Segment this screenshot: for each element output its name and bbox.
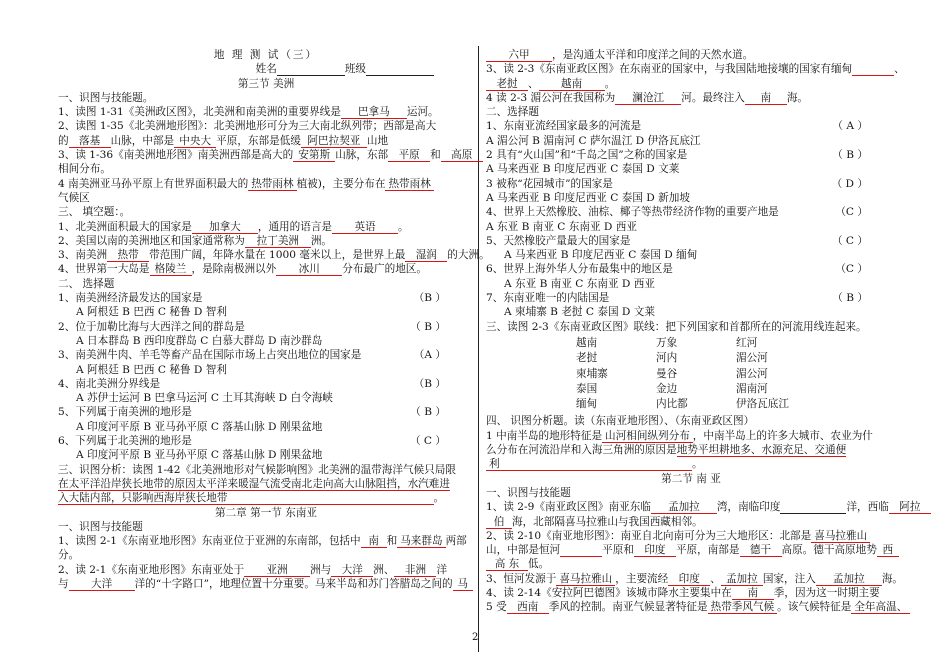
choice-options: A 湄公河 B 湄南河 C 萨尔温江 D 伊洛瓦底江 (486, 134, 701, 147)
match-country[interactable]: 缅甸 (576, 398, 598, 411)
answer-blank[interactable]: 利 (486, 458, 692, 471)
part-heading: 二、选择题 (486, 106, 539, 119)
match-country[interactable]: 泰国 (576, 382, 598, 395)
right-column (486, 48, 921, 615)
name-blank[interactable] (277, 63, 345, 76)
answer-blank[interactable]: 南 (732, 587, 774, 600)
match-river[interactable]: 湄公河 (736, 367, 768, 380)
answer-blank[interactable]: 冰川 (276, 263, 342, 276)
analysis-answer: 入大陆内部，只影响西海岸狭长地带 。 (58, 492, 445, 505)
answer-blank[interactable]: 大洋 (331, 564, 373, 577)
analysis-question-cont: 利 。 (486, 457, 896, 471)
choice-question: 6、世界上海外华人分布最集中的地区是 （C ） (486, 262, 896, 276)
table-row (576, 397, 816, 412)
section-title: 第二节 南 亚 (661, 472, 721, 485)
choice-options: A 马来西亚 B 印度尼西亚 C 泰国 D 文莱 (486, 163, 680, 176)
answer-blank[interactable] (560, 544, 602, 557)
choice-options: A 东亚 B 南亚 C 东南亚 D 西亚 (504, 277, 655, 290)
analysis-answer: 在太平洋沿岸狭长地带的原因太平洋来暖湿气流受南北走向高大山脉阻挡，水汽难进 (58, 477, 450, 490)
south-asia-question-3: 3、恒河发源于 喜马拉雅山 ，主要流经 印度 、 孟加拉 国家，注入 孟加拉 海。 (486, 572, 903, 585)
choice-question: 2、位于加勒比海与大西洋之间的群岛是 （ B ） (58, 320, 474, 334)
south-asia-question-5: 5 受 西南 季风的控制。南亚气候显著特征是 热带季风气候 。该气候特征是 全年高温、 (486, 600, 896, 614)
answer-blank[interactable]: 喜马拉雅山 (556, 573, 615, 586)
choice-options: A 苏伊士运河 B 巴拿马运河 C 土耳其海峡 D 白令海峡 (76, 392, 333, 405)
choice-options: A 马来西亚 B 印度尼西亚 C 泰国 D 新加坡 (486, 191, 690, 204)
choice-answer: （ B ） (410, 320, 446, 333)
answer-blank[interactable]: 全年高温、 (851, 601, 910, 614)
choice-answer: （A ） (413, 349, 446, 362)
match-country[interactable]: 柬埔寨 (576, 367, 608, 380)
answer-blank[interactable]: 高 东 (486, 558, 528, 571)
answer-blank[interactable]: 非洲 (394, 564, 436, 577)
choice-question: 7、东南亚唯一的内陆国是 （ B ） (486, 291, 896, 305)
answer-blank[interactable]: 西 (877, 544, 899, 557)
south-asia-question-1-cont: 伯 海，北部隔喜马拉雅山与我国西藏相邻。 (486, 515, 896, 529)
choice-question: 2 具有“火山国”和“千岛之国”之称的国家是 （ B ） (486, 148, 896, 162)
fill-2: 2、美国以南的美洲地区和国家通常称为 拉丁美洲 洲。 (58, 234, 333, 247)
answer-blank[interactable]: 印度 (668, 573, 710, 586)
sea-question-2-end: 六甲 ，是沟通太平洋和印度洋之间的天然水道。 (486, 48, 896, 62)
choice-question: 5、下列属于南美洲的地形是 （ B ） (58, 405, 474, 419)
choice-options: A 阿根廷 B 巴西 C 秘鲁 D 智利 (76, 363, 227, 376)
answer-blank[interactable]: 阿巴拉契亚 (301, 135, 367, 148)
answer-blank[interactable]: 孟加拉 (721, 573, 763, 586)
choice-answer: （ A ） (832, 120, 868, 133)
name-label: 姓名 (255, 63, 277, 76)
part-heading: 三、读图 2-3《东南亚政区图》联线：把下列国家和首都所在的河流用线连起来。 (486, 320, 867, 333)
fill-4: 4、世界第一大岛是 格陵兰 ，是除南极洲以外 冰川 分布最广的地区。 (58, 263, 427, 276)
match-capital[interactable]: 金边 (656, 382, 678, 395)
choice-answer: （ B ） (410, 406, 446, 419)
south-asia-question-2-cont: 高 东 低。 (486, 557, 896, 571)
answer-blank[interactable]: 热带雨林 (248, 178, 296, 191)
answer-blank[interactable]: 拉丁美洲 (245, 235, 311, 248)
sea-question-2: 2、读 2-1《东南亚地形图》东南亚处于 亚洲 洲与 大洋 洲、 非洲 洋 (58, 563, 448, 576)
answer-blank[interactable]: 加拿大 (192, 221, 258, 234)
question-3-cont: 相间分布。 (58, 163, 111, 176)
answer-blank[interactable]: 南 (745, 92, 787, 105)
answer-blank[interactable]: 平原 (388, 149, 430, 162)
choice-options: A 印度河平原 B 亚马孙平原 C 落基山脉 D 刚果盆地 (76, 420, 323, 433)
answer-blank[interactable]: 西南 (507, 601, 549, 614)
fill-3: 3、南美洲 热带 带范围广阔，年降水量在 1000 毫米以上，是世界上最 湿润 的大洲。 (58, 249, 490, 262)
choice-options: A 柬埔寨 B 老挝 C 泰国 D 文莱 (504, 306, 655, 319)
choice-question: 3 被称“花园城市”的国家是 （ D ） (486, 177, 896, 191)
match-river[interactable]: 湄公河 (736, 352, 768, 365)
answer-blank[interactable] (780, 501, 846, 514)
answer-blank[interactable]: 老挝 (486, 78, 528, 91)
choice-question: 4、世界上天然橡胶、油棕、椰子等热带经济作物的重要产地是 （C ） (486, 205, 896, 219)
choice-answer: （ B ） (832, 149, 868, 162)
answer-blank[interactable]: 马来群岛 (397, 535, 445, 548)
question-4-cont: 气候区 (58, 191, 90, 204)
answer-blank[interactable]: 越南 (539, 78, 605, 91)
sea-question-3: 3、读 2-3《东南亚政区图》在东南亚的国家中，与我国陆地接壤的国家有缅甸 、 (486, 63, 905, 76)
left-column (58, 48, 490, 591)
name-class-row (58, 62, 474, 76)
part-heading: 二、 选择题 (58, 277, 115, 290)
answer-blank[interactable]: 澜沧江 (615, 92, 681, 105)
match-river[interactable]: 伊洛瓦底江 (736, 398, 789, 411)
match-country[interactable]: 越南 (576, 336, 598, 349)
answer-blank[interactable]: 中央大 (174, 135, 216, 148)
page-title: 地 理 测 试（三） (213, 49, 319, 61)
answer-blank[interactable]: 山河相间纵列分布 (602, 430, 693, 443)
answer-blank[interactable]: 印度 (634, 544, 676, 557)
choice-answer: （ C ） (831, 234, 868, 247)
choice-question: 6、下列属于北美洲的地形是 （ C ） (58, 434, 474, 448)
section-title: 第三节 美洲 (237, 77, 295, 90)
analysis-question: 三、识图分析：读图 1-42《北美洲地形对气候影响图》北美洲的温带海洋气候只局限 (58, 463, 456, 476)
table-row (576, 367, 816, 382)
answer-blank[interactable]: 巴拿马 (341, 106, 407, 119)
part-heading: 一、识图与技能题 (58, 520, 143, 533)
answer-blank[interactable]: 高原 (441, 149, 483, 162)
south-asia-question-2-cont: 山，中部是恒河 平原和 印度 平原，南部是 德干 高原。德干高原地势 西 (486, 543, 896, 557)
answer-blank[interactable]: 南 (361, 535, 387, 548)
answer-blank[interactable]: 热带 (107, 249, 149, 262)
choice-options: A 印度河平原 B 亚马孙平原 C 落基山脉 D 刚果盆地 (76, 449, 323, 462)
match-river[interactable]: 湄南河 (736, 382, 768, 395)
answer-blank[interactable]: 六甲 (486, 49, 552, 62)
table-row (576, 336, 816, 351)
answer-blank[interactable]: 马 (453, 578, 473, 591)
question-3: 3、读 1-36《南美洲地形图》南美洲西部是高大的 安第斯 山脉，东部 平原 和 高原 (58, 148, 474, 162)
answer-blank[interactable] (852, 63, 894, 76)
sea-question-4: 4 读 2-3 湄公河在我国称为 澜沧江 河。最终注入 南 海。 (486, 91, 808, 104)
match-river[interactable]: 红河 (736, 336, 758, 349)
match-country[interactable]: 老挝 (576, 352, 598, 365)
sea-question-2-cont: 与 大洋 洋的“十字路口”，地理位置十分重要。马来半岛和苏门答腊岛之间的 马 (58, 577, 474, 591)
answer-blank[interactable]: 德干 (740, 544, 782, 557)
match-capital[interactable]: 河内 (656, 352, 678, 365)
sea-question-3-cont: 老挝 、 越南 。 (486, 77, 896, 91)
class-blank[interactable] (366, 63, 434, 76)
answer-blank[interactable]: 湿润 (405, 249, 447, 262)
answer-blank[interactable]: 喜马拉雅山 (811, 530, 870, 543)
part-heading: 四、 识图分析题。读（东南亚地形图）、（东南亚政区图） (486, 415, 755, 428)
analysis-question-cont: 么分布在河流沿岸和入海三角洲的原因是地势平坦耕地多、水源充足、交通便 (486, 444, 847, 457)
choice-answer: （C ） (835, 206, 868, 219)
question-2-cont: 的 落基 山脉，中部是 中央大 平原，东部是低缓 阿巴拉契亚 山地 (58, 134, 389, 147)
choice-options: A 东亚 B 南亚 C 东南亚 D 西亚 (486, 220, 637, 233)
answer-blank[interactable]: 热带季风气候 (708, 601, 778, 614)
choice-answer: （B ） (413, 292, 446, 305)
question-1: 1、读图 1-31《美洲政区图》，北美洲和南美洲的重要界线是 巴拿马 运河。 (58, 106, 439, 119)
answer-blank[interactable]: 亚洲 (244, 564, 310, 577)
page-number: 2 (472, 632, 479, 643)
answer-blank[interactable]: 热带雨林 (385, 178, 433, 191)
answer-blank[interactable]: 安第斯 (293, 149, 335, 162)
answer-blank[interactable]: 格陵兰 (150, 263, 192, 276)
south-asia-question-2: 2、读 2-10《南亚地形图》：南亚自北向南可分为三大地形区：北部是 喜马拉雅山 (486, 529, 896, 543)
column-divider (478, 46, 479, 652)
choice-answer: （ B ） (832, 292, 868, 305)
match-capital[interactable]: 内比都 (656, 398, 688, 411)
match-capital[interactable]: 万象 (656, 336, 678, 349)
analysis-question: 1 中南半岛的地形特征是 山河相间纵列分布 ，中南半岛上的许多大城市、农业为什 (486, 429, 873, 442)
choice-question: 4、南北美洲分界线是 （B ） (58, 377, 474, 391)
chapter-title: 第二章 第一节 东南亚 (214, 506, 318, 519)
sea-question-1: 1、读图 2-1《东南亚地形图》东南亚位于亚洲的东南部，包括中 南 和 马来群岛 两部 (58, 535, 467, 548)
matching-table (576, 336, 816, 412)
answer-blank[interactable]: 伯 (486, 516, 512, 529)
choice-question: 3、南美洲牛肉、羊毛等畜产品在国际市场上占突出地位的国家是 （A ） (58, 348, 474, 362)
answer-text: 地势平坦耕地多、水源充足、交通便 (676, 444, 847, 457)
sea-question-1-cont: 分。 (58, 549, 80, 562)
question-2: 2、读图 1-35《北美洲地形图》：北美洲地形可分为三大南北纵列带；西部是高大 (58, 120, 437, 133)
answer-blank[interactable]: 落基 (69, 135, 111, 148)
part-heading: 三、 填空题：。 (58, 206, 131, 219)
answer-blank[interactable]: 大洋 (69, 578, 135, 591)
choice-options: A 日本群岛 B 西印度群岛 C 白慕大群岛 D 南沙群岛 (76, 334, 323, 347)
class-label: 班级 (344, 63, 366, 76)
choice-answer: （ D ） (831, 177, 868, 190)
table-row (576, 382, 816, 397)
choice-options: A 阿根廷 B 巴西 C 秘鲁 D 智利 (76, 306, 227, 319)
choice-options: A 马来西亚 B 印度尼西亚 C 泰国 D 缅甸 (504, 249, 698, 262)
answer-blank[interactable]: 英语 (332, 221, 398, 234)
part-heading: 一、识图与技能题 (486, 486, 571, 499)
table-row (576, 351, 816, 366)
part-heading: 一、识图与技能题。 (58, 91, 154, 104)
south-asia-question-1: 1、读 2-9《南亚政区图》南亚东临 孟加拉 湾，南临印度 洋，西临 阿拉 (486, 500, 896, 514)
answer-blank[interactable]: 孟加拉 (651, 501, 717, 514)
choice-question: 5、天然橡胶产量最大的国家是 （ C ） (486, 234, 896, 248)
choice-answer: （B ） (413, 377, 446, 390)
choice-answer: （ C ） (409, 435, 446, 448)
choice-answer: （C ） (835, 263, 868, 276)
choice-question: 1、南美洲经济最发达的国家是 （B ） (58, 291, 474, 305)
answer-blank[interactable]: 孟加拉 (816, 573, 882, 586)
choice-question: 1、东南亚流经国家最多的河流是 （ A ） (486, 119, 896, 133)
answer-blank[interactable] (228, 492, 434, 505)
answer-blank[interactable]: 阿拉 (889, 501, 931, 514)
match-capital[interactable]: 曼谷 (656, 367, 678, 380)
fill-1: 1、北美洲面积最大的国家是 加拿大 ，通用的语言是 英语 。 (58, 220, 409, 233)
question-4: 4 南美洲亚马孙平原上有世界面积最大的 热带雨林 植被)，主要分布在 热带雨林 (58, 177, 474, 191)
south-asia-question-4: 4、读 2-14《安拉阿巴德图》该城市降水主要集中在 南 季，因为这一时期主要 (486, 586, 880, 599)
